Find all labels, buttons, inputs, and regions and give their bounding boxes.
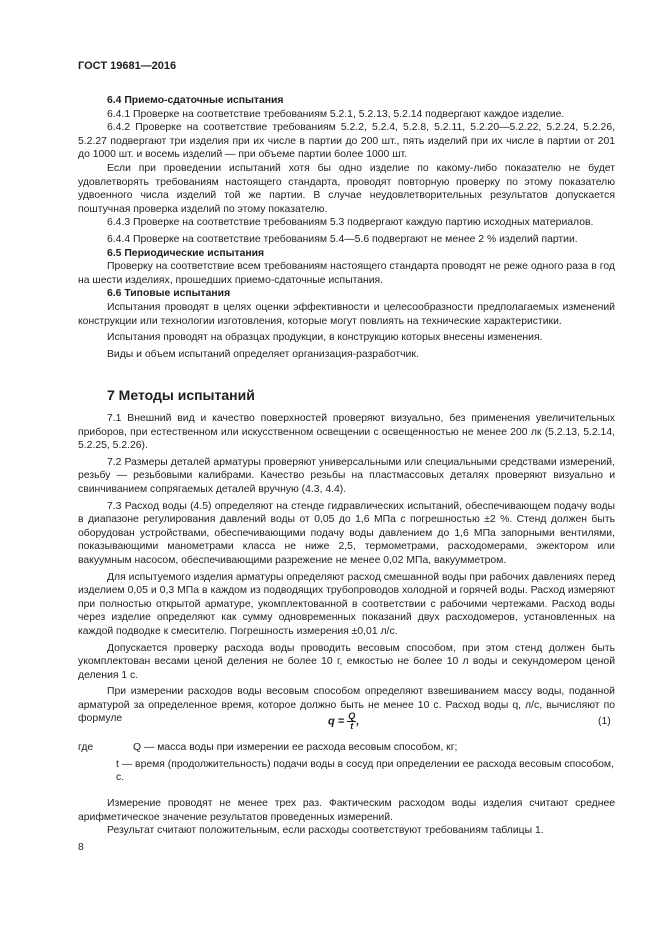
heading-6-4: 6.4 Приемо-сдаточные испытания [107, 95, 284, 106]
formula-denominator: t [350, 721, 354, 731]
paragraph-6-6-3: Виды и объем испытаний определяет организация-разработчик. [107, 348, 419, 360]
formula [328, 712, 359, 731]
heading-6-6: 6.6 Типовые испытания [107, 288, 231, 300]
paragraph-7-2: 7.2 Размеры деталей арматуры проверяют универсальными или специальными средствами измерений, резьбу — резьбовыми калибрами. Качество резьбы на пластмассовых деталях проверяют визуально и свинчиванием сопрягаемых деталей вручную (4.3, 4.4). [78, 456, 615, 495]
paragraph-6-5: Проверку на соответствие всем требованиям настоящего стандарта проводят не реже одного раза в год на шести изделиях, прошедших приемо-сдаточные испытания. [78, 261, 615, 286]
definition-t [78, 758, 615, 785]
paragraph-7-3: 7.3 Расход воды (4.5) определяют на стенде гидравлических испытаний, обеспечивающем подачу воды в диапазоне регулирования давлений воды от 0,05 до 1,6 МПа с погрешностью ±2 %. Стенд должен быть оборудован устройствами, обеспечивающими подачу воды давлением до 1,6 МПа запорными вентилями, показывающими манометрами класса не ниже 2,5, термометрами, расходомерами, эжектором или вакуумным насосом, обеспечивающими разрежение не менее 0,02 МПа, вакуумметром. [78, 500, 615, 566]
paragraph-7-1: 7.1 Внешний вид и качество поверхностей проверяют визуально, без применения увеличительных приборов, при естественном или искусственном освещении с освещенностью не менее 200 лк (5.2.13, 5.2.14, 5.2.25, 5.2.26). [78, 413, 615, 452]
formula-comma: , [356, 715, 360, 728]
paragraph-6-4-4: 6.4.4 Проверке на соответствие требованиям 5.4—5.6 подвергают не менее 2 % изделий партии. [107, 233, 578, 245]
paragraph-7-3-formula-intro: При измерении расходов воды весовым способом определяют взвешиванием массу воды, поданной арматурой за определенное время, которое должно быть не менее 10 с. Расход воды q, л/с, вычисляют по формуле [78, 686, 615, 725]
paragraph-6-4-2-cont: Если при проведении испытаний хотя бы одно изделие по какому-либо показателю не будет удовлетворять требованиям настоящего стандарта, проводят повторную проверку по этому показателю удвоенного числа изделий той же партии. В случае неудовлетворительных результатов допускается поштучная проверка изделий по этому показателю. [78, 162, 615, 215]
formula-lhs: q = [328, 715, 345, 728]
variable-definitions [78, 741, 615, 785]
section-7-3-end [78, 797, 615, 838]
paragraph-6-4-2: 6.4.2 Проверке на соответствие требованиям 5.2.2, 5.2.4, 5.2.8, 5.2.11, 5.2.20—5.2.22, 5.2.24, 5.2.26, 5.2.27 подвергают три изделия при их числе в партии до 200 шт., пять изделий при их числе в партии от 201 до 1000 шт. и восемь изделий — при объеме партии более 1000 шт. [78, 122, 615, 161]
page-number: 8 [78, 842, 84, 853]
paragraph-measurement: Измерение проводят не менее трех раз. Фактическим расходом воды изделия считают среднее арифметическое значение результатов проведенных измерений. [78, 798, 615, 823]
document-header: ГОСТ 19681—2016 [78, 60, 177, 72]
equation-number: (1) [598, 716, 611, 727]
heading-6-5: 6.5 Периодические испытания [107, 247, 265, 259]
heading-7: 7 Методы испытаний [107, 387, 255, 403]
paragraph-7-3-weight: Допускается проверку расхода воды проводить весовым способом, при этом стенд должен быть укомплектован весами ценой деления не более 10 г, емкостью не более 10 л воды и секундомером ценой деления 1 с. [78, 642, 615, 681]
paragraph-6-4-3: 6.4.3 Проверке на соответствие требованиям 5.3 подвергают каждую партию исходных материалов. [107, 217, 594, 229]
definition-t-text: t — время (продолжительность) подачи воды в сосуд при определении ее расхода весовым способом, с. [116, 758, 614, 784]
formula-numerator: Q [348, 711, 356, 721]
paragraph-7-3-flow: Для испытуемого изделия арматуры определяют расход смешанной воды при рабочих давлениях перед изделием 0,05 и 0,3 МПа в каждом из подводящих трубопроводов холодной и горячей воды. Расход измеряют при полностью открытой арматуре, укомплектованной в соответствии с рабочими чертежами. Расход воды через изделие определяют как сумму одновременных показаний двух расходомеров, установленных на каждой подводке к смесителю. Погрешность измерения ±0,01 л/с. [78, 571, 615, 637]
formula-fraction [347, 712, 356, 731]
definition-q-text: Q — масса воды при измерении ее расхода весовым способом, кг; [133, 742, 458, 753]
where-word: где [78, 742, 94, 753]
paragraph-6-6-1: Испытания проводят в целях оценки эффективности и целесообразности предполагаемых изменений конструкции или технологии изготовления, которые могут повлиять на технические характеристики. [78, 301, 615, 327]
paragraph-result: Результат считают положительным, если расходы соответствуют требованиям таблицы 1. [107, 825, 544, 837]
definition-q [78, 741, 615, 755]
section-6-4-6-6 [78, 94, 615, 361]
paragraph-6-4-1: 6.4.1 Проверке на соответствие требованиям 5.2.1, 5.2.13, 5.2.14 подвергают каждое изделие. [107, 108, 565, 120]
paragraph-6-6-2: Испытания проводят на образцах продукции, в конструкцию которых внесены изменения. [107, 332, 543, 344]
section-7 [78, 412, 615, 729]
